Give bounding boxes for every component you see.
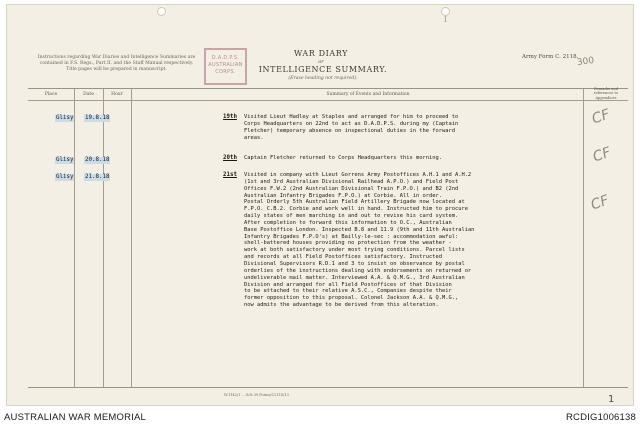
dadps-stamp: [204, 48, 247, 85]
title-note: (Erase heading not required).: [288, 76, 358, 81]
entry-day: 20th: [223, 155, 237, 161]
remarks-initial: CF: [588, 192, 612, 214]
title-or: or: [318, 59, 324, 65]
entry-line: Postal Orderly 5th Australian Field Artillery Brigade now located at: [244, 199, 465, 206]
entry-line: undeliverable mail matter. Interviewed A.A. & Q.M.G., 3rd Australian: [244, 274, 465, 281]
entry-text: [244, 114, 458, 141]
entry-line: and records at all Field Postoffices satisfactory. Instructed: [244, 254, 442, 261]
diary-table: [28, 88, 628, 388]
entry-line: F.P.O. C.B.2. Corbie and work well in hand. Instructed him to procure: [244, 206, 468, 213]
entry-line: Corps Headquarters on 22nd to act as D.A.D.P.S. during my (Captain: [244, 120, 459, 127]
header-remarks: Remarks and references to Appendices: [593, 87, 619, 100]
entry-place: Glisy: [56, 174, 74, 180]
handwritten-page-number: 300: [576, 55, 595, 69]
remarks-initial: CF: [589, 106, 613, 128]
entry-line: Captain Fletcher returned to Corps Headquarters this morning.: [244, 155, 442, 161]
header-summary: Summary of Events and Information: [326, 92, 410, 97]
title-intelligence-summary: INTELLIGENCE SUMMARY.: [258, 65, 388, 74]
entry-line: daily states of men marching in and out to revise his card system.: [244, 213, 459, 220]
side-mark: I: [444, 16, 447, 24]
stamp-line: D.A.D.P.S.: [211, 55, 240, 61]
entry-line: After completion to forward this information to O.C., Australian: [244, 219, 452, 226]
entry-line: Offices F.W.2 (2nd Australian Divisional Train F.P.O.) and B2 (2nd: [244, 185, 459, 192]
punch-hole: [157, 7, 166, 16]
corner-mark: 1: [608, 394, 615, 405]
entry-line: Base Postoffice London. Inspected B.8 and 11.9 (9th and 11th Australian: [244, 226, 475, 233]
entry-line: to be attached to their relative A.S.C., Companies despite their: [244, 288, 452, 295]
entry-line: Visited in company with Lieut Gorrens Army Postoffices A.H.1 and A.H.2: [244, 172, 472, 178]
entry-day: 21st: [223, 172, 237, 178]
header-place: Place: [44, 92, 58, 97]
column-divider: [583, 89, 584, 387]
entry-line: shell-battered houses providing no protection from the weather -: [244, 240, 452, 247]
remarks-initial: CF: [590, 144, 614, 166]
entry-text: [244, 155, 442, 162]
entry-line: Infantry Brigades F.P.O's) at Bailly-le-sec : accommodation awful:: [244, 233, 459, 240]
entry-place: Glisy: [56, 115, 74, 121]
column-divider: [103, 89, 104, 387]
entry-line: Fletcher) temporary absence on inspectional duties in the forward: [244, 127, 455, 134]
title-war-diary: WAR DIARY: [294, 49, 348, 58]
entry-line: Visited Lieut Hadley at Staples and arranged for him to proceed to: [244, 114, 459, 120]
stamp-line: CORPS.: [215, 69, 236, 75]
entry-line: work at both satisfactory under most trying conditions. Parcel lists: [244, 247, 465, 254]
stamp-line: AUSTRALIAN: [208, 62, 243, 68]
header-hour: Hour: [111, 92, 123, 97]
entry-day: 19th: [223, 114, 237, 120]
entry-date: 21.8.18: [85, 174, 110, 180]
entry-line: now admits the advantage to be derived from this alteration.: [244, 302, 439, 309]
punch-hole: [441, 7, 450, 16]
entry-place: Glisy: [56, 157, 74, 163]
entry-date: 20.8.18: [85, 157, 110, 163]
entry-line: orderlies of the instructions dealing with endorsements on returned or: [244, 267, 472, 274]
column-divider: [131, 89, 132, 387]
printer-imprint: W.1142/1 ... Sch 39 Forms/C2118/13: [224, 393, 289, 397]
footer-record-id: RCDIG1006138: [566, 412, 636, 423]
entry-line: Division and arranged for all Field Postoffices of that Division: [244, 281, 452, 288]
army-form-number: Army Form C. 2118.: [522, 54, 579, 60]
header-date: Date: [83, 92, 94, 97]
entry-line: areas.: [244, 134, 264, 141]
entry-line: Divisional Supervisors R.D.1 and 3 to insist on observance by postal: [244, 260, 465, 267]
entry-line: Australian Infantry Brigades F.P.O.) at Corbie. All in order.: [244, 192, 442, 199]
entry-date: 19.8.18: [85, 115, 110, 121]
entry-line: former opposition to this proposal. Colonel Jackson A.A. & Q.M.G.,: [244, 295, 459, 302]
instructions-note: Instructions regarding War Diaries and Intelligence Summaries are contained in F.S. Regs., Part II. and the Staff Manual respectively. Title pages will be prepared in manuscript.: [37, 55, 196, 72]
header-rule: [28, 100, 628, 101]
column-divider: [74, 89, 75, 387]
entry-text: [244, 172, 474, 309]
entry-line: (1st and 3rd Australian Divisional Railhead A.P.O.) and Field Post: [244, 178, 459, 185]
footer-archive-name: AUSTRALIAN WAR MEMORIAL: [4, 412, 147, 423]
